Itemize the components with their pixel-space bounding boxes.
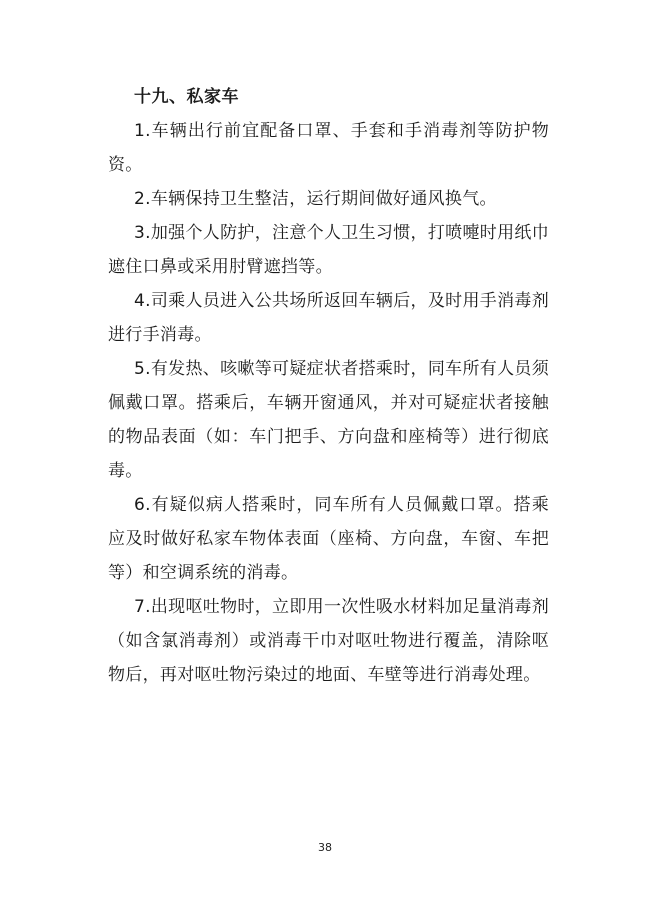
paragraph-line: 4.司乘人员进入公共场所返回车辆后，及时用手消毒剂 xyxy=(134,291,549,311)
paragraph-line: 进行手消毒。 xyxy=(108,325,212,345)
paragraph-line: 3.加强个人防护，注意个人卫生习惯，打喷嚏时用纸巾 xyxy=(134,223,549,243)
paragraph-line: 5.有发热、咳嗽等可疑症状者搭乘时，同车所有人员须 xyxy=(134,359,549,379)
paragraph-line: 资。 xyxy=(108,155,143,175)
paragraph-line: 2.车辆保持卫生整洁，运行期间做好通风换气。 xyxy=(134,189,497,209)
paragraph-4 xyxy=(108,284,549,352)
paragraph-2 xyxy=(108,182,549,216)
page-number: 38 xyxy=(318,841,332,854)
paragraph-line: 毒。 xyxy=(108,461,143,481)
paragraph-line: 物后，再对呕吐物污染过的地面、车壁等进行消毒处理。 xyxy=(108,665,541,685)
document-body xyxy=(108,80,549,692)
paragraph-7 xyxy=(108,590,549,692)
paragraph-line: （如含氯消毒剂）或消毒干巾对呕吐物进行覆盖，清除呕 xyxy=(108,631,549,651)
paragraph-line: 1.车辆出行前宜配备口罩、手套和手消毒剂等防护物 xyxy=(134,121,549,141)
paragraph-line: 的物品表面（如：车门把手、方向盘和座椅等）进行彻底 xyxy=(108,427,549,447)
paragraph-line: 应及时做好私家车物体表面（座椅、方向盘，车窗、车把 xyxy=(108,529,549,549)
section-heading: 十九、私家车 xyxy=(134,87,239,107)
paragraph-line: 6.有疑似病人搭乘时，同车所有人员佩戴口罩。搭乘 xyxy=(134,495,549,515)
paragraph-1 xyxy=(108,114,549,182)
paragraph-line: 遮住口鼻或采用肘臂遮挡等。 xyxy=(108,257,333,277)
paragraph-5 xyxy=(108,352,549,488)
paragraph-line: 7.出现呕吐物时，立即用一次性吸水材料加足量消毒剂 xyxy=(134,597,549,617)
paragraph-line: 等）和空调系统的消毒。 xyxy=(108,563,299,583)
paragraph-3 xyxy=(108,216,549,284)
paragraph-6 xyxy=(108,488,549,590)
paragraph-line: 佩戴口罩。搭乘后，车辆开窗通风，并对可疑症状者接触 xyxy=(108,393,549,413)
